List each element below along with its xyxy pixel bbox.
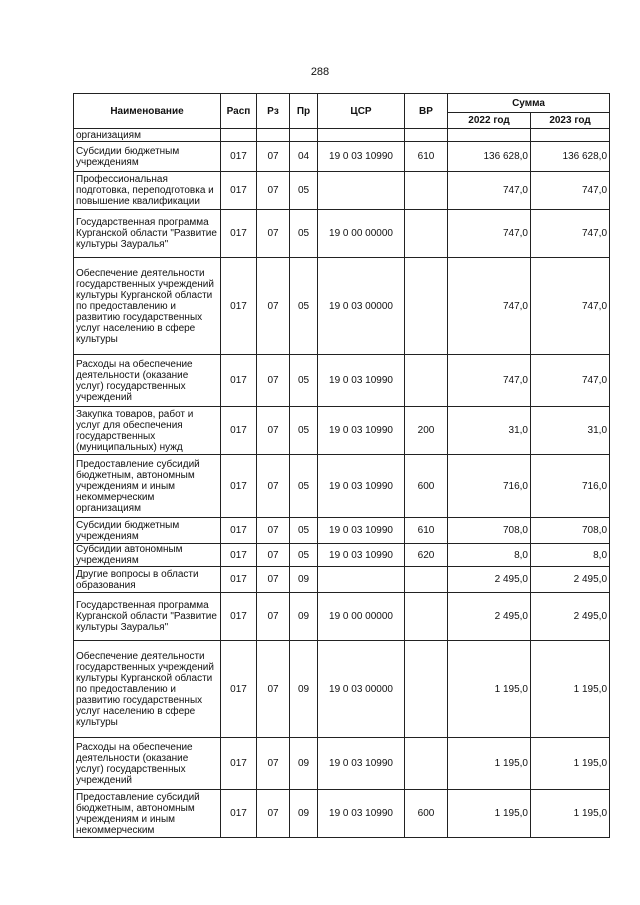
table-body xyxy=(74,129,610,838)
cell-rz: 07 xyxy=(257,142,290,172)
cell-vr: 600 xyxy=(405,455,448,518)
cell-pr: 05 xyxy=(290,172,318,210)
cell-2022: 747,0 xyxy=(448,355,531,407)
cell-rz: 07 xyxy=(257,355,290,407)
cell-vr: 200 xyxy=(405,407,448,455)
table-row xyxy=(74,210,610,258)
cell-csr: 19 0 03 10990 xyxy=(318,355,405,407)
cell-2023: 747,0 xyxy=(531,210,610,258)
cell-2023: 747,0 xyxy=(531,172,610,210)
cell-pr: 09 xyxy=(290,567,318,593)
cell-name: Государственная программа Курганской области "Развитие культуры Зауралья" xyxy=(74,593,221,641)
table-row xyxy=(74,544,610,567)
cell-pr: 05 xyxy=(290,544,318,567)
cell-csr: 19 0 00 00000 xyxy=(318,210,405,258)
cell-pr: 09 xyxy=(290,641,318,738)
header-year-2023: 2023 год xyxy=(531,113,610,129)
cell-pr: 05 xyxy=(290,518,318,544)
cell-vr xyxy=(405,355,448,407)
cell-vr xyxy=(405,210,448,258)
cell-vr xyxy=(405,129,448,142)
cell-2023: 2 495,0 xyxy=(531,567,610,593)
cell-vr: 610 xyxy=(405,142,448,172)
cell-rz: 07 xyxy=(257,518,290,544)
page-number: 288 xyxy=(310,66,330,78)
budget-table xyxy=(73,93,610,838)
table-row xyxy=(74,790,610,838)
cell-pr: 09 xyxy=(290,738,318,790)
cell-2022 xyxy=(448,129,531,142)
cell-csr: 19 0 03 10990 xyxy=(318,738,405,790)
cell-rasp: 017 xyxy=(221,455,257,518)
cell-rasp: 017 xyxy=(221,210,257,258)
cell-2023: 747,0 xyxy=(531,258,610,355)
cell-2022: 747,0 xyxy=(448,258,531,355)
cell-2023: 2 495,0 xyxy=(531,593,610,641)
cell-name: Субсидии автономным учреждениям xyxy=(74,544,221,567)
cell-2022: 1 195,0 xyxy=(448,738,531,790)
cell-2022: 8,0 xyxy=(448,544,531,567)
cell-2023 xyxy=(531,129,610,142)
header-sum: Сумма xyxy=(448,94,610,113)
cell-rasp xyxy=(221,129,257,142)
cell-2023: 716,0 xyxy=(531,455,610,518)
cell-rz: 07 xyxy=(257,455,290,518)
cell-name: Расходы на обеспечение деятельности (оказание услуг) государственных учреждений xyxy=(74,738,221,790)
cell-2022: 1 195,0 xyxy=(448,641,531,738)
cell-pr xyxy=(290,129,318,142)
cell-csr: 19 0 03 00000 xyxy=(318,258,405,355)
cell-vr xyxy=(405,738,448,790)
cell-csr: 19 0 03 10990 xyxy=(318,790,405,838)
cell-rz: 07 xyxy=(257,593,290,641)
cell-name: организациям xyxy=(74,129,221,142)
cell-rz: 07 xyxy=(257,544,290,567)
cell-rz: 07 xyxy=(257,738,290,790)
cell-pr: 09 xyxy=(290,790,318,838)
cell-2023: 136 628,0 xyxy=(531,142,610,172)
cell-vr xyxy=(405,593,448,641)
cell-vr xyxy=(405,641,448,738)
table-row xyxy=(74,567,610,593)
cell-vr: 600 xyxy=(405,790,448,838)
cell-csr: 19 0 00 00000 xyxy=(318,593,405,641)
cell-name: Предоставление субсидий бюджетным, автономным учреждениям и иным некоммерческим xyxy=(74,790,221,838)
cell-name: Другие вопросы в области образования xyxy=(74,567,221,593)
table-row xyxy=(74,129,610,142)
cell-csr xyxy=(318,129,405,142)
cell-name: Закупка товаров, работ и услуг для обеспечения государственных (муниципальных) нужд xyxy=(74,407,221,455)
cell-csr: 19 0 03 10990 xyxy=(318,142,405,172)
cell-csr: 19 0 03 10990 xyxy=(318,518,405,544)
cell-csr: 19 0 03 10990 xyxy=(318,544,405,567)
cell-vr: 620 xyxy=(405,544,448,567)
cell-2023: 1 195,0 xyxy=(531,641,610,738)
cell-csr: 19 0 03 10990 xyxy=(318,455,405,518)
cell-rasp: 017 xyxy=(221,258,257,355)
cell-pr: 05 xyxy=(290,355,318,407)
cell-rasp: 017 xyxy=(221,407,257,455)
cell-rz xyxy=(257,129,290,142)
cell-name: Обеспечение деятельности государственных учреждений культуры Курганской области по предоставлению и развитию государственных услуг населению в сфере культуры xyxy=(74,258,221,355)
cell-rasp: 017 xyxy=(221,738,257,790)
cell-rz: 07 xyxy=(257,407,290,455)
table-row xyxy=(74,518,610,544)
table-row xyxy=(74,407,610,455)
cell-rasp: 017 xyxy=(221,567,257,593)
cell-pr: 05 xyxy=(290,210,318,258)
header-year-2022: 2022 год xyxy=(448,113,531,129)
cell-rz: 07 xyxy=(257,258,290,355)
header-pr: Пр xyxy=(290,94,318,129)
cell-name: Государственная программа Курганской области "Развитие культуры Зауралья" xyxy=(74,210,221,258)
cell-rasp: 017 xyxy=(221,544,257,567)
cell-rz: 07 xyxy=(257,790,290,838)
cell-2023: 708,0 xyxy=(531,518,610,544)
cell-name: Обеспечение деятельности государственных учреждений культуры Курганской области по предоставлению и развитию государственных услуг населению в сфере культуры xyxy=(74,641,221,738)
cell-2022: 31,0 xyxy=(448,407,531,455)
table-row xyxy=(74,455,610,518)
cell-2022: 2 495,0 xyxy=(448,593,531,641)
cell-2022: 716,0 xyxy=(448,455,531,518)
table-row xyxy=(74,593,610,641)
cell-rasp: 017 xyxy=(221,593,257,641)
table-row xyxy=(74,172,610,210)
cell-2022: 747,0 xyxy=(448,172,531,210)
header-rz: Рз xyxy=(257,94,290,129)
cell-vr: 610 xyxy=(405,518,448,544)
cell-name: Расходы на обеспечение деятельности (оказание услуг) государственных учреждений xyxy=(74,355,221,407)
cell-2023: 31,0 xyxy=(531,407,610,455)
cell-2023: 1 195,0 xyxy=(531,738,610,790)
cell-pr: 05 xyxy=(290,455,318,518)
cell-rasp: 017 xyxy=(221,518,257,544)
cell-rasp: 017 xyxy=(221,641,257,738)
table-row xyxy=(74,258,610,355)
cell-vr xyxy=(405,172,448,210)
cell-2022: 136 628,0 xyxy=(448,142,531,172)
cell-rasp: 017 xyxy=(221,355,257,407)
cell-2023: 1 195,0 xyxy=(531,790,610,838)
cell-2022: 708,0 xyxy=(448,518,531,544)
cell-csr: 19 0 03 10990 xyxy=(318,407,405,455)
cell-name: Предоставление субсидий бюджетным, автономным учреждениям и иным некоммерческим организациям xyxy=(74,455,221,518)
cell-pr: 04 xyxy=(290,142,318,172)
cell-name: Субсидии бюджетным учреждениям xyxy=(74,142,221,172)
cell-name: Профессиональная подготовка, переподготовка и повышение квалификации xyxy=(74,172,221,210)
cell-pr: 09 xyxy=(290,593,318,641)
cell-rasp: 017 xyxy=(221,172,257,210)
cell-rasp: 017 xyxy=(221,790,257,838)
table-row xyxy=(74,355,610,407)
cell-2023: 747,0 xyxy=(531,355,610,407)
cell-rz: 07 xyxy=(257,567,290,593)
cell-vr xyxy=(405,258,448,355)
header-name: Наименование xyxy=(74,94,221,129)
cell-rz: 07 xyxy=(257,641,290,738)
cell-name: Субсидии бюджетным учреждениям xyxy=(74,518,221,544)
header-rasp: Расп xyxy=(221,94,257,129)
header-csr: ЦСР xyxy=(318,94,405,129)
cell-2022: 747,0 xyxy=(448,210,531,258)
table-row xyxy=(74,738,610,790)
cell-csr xyxy=(318,172,405,210)
cell-rz: 07 xyxy=(257,210,290,258)
table-row xyxy=(74,142,610,172)
header-vr: ВР xyxy=(405,94,448,129)
cell-csr: 19 0 03 00000 xyxy=(318,641,405,738)
cell-pr: 05 xyxy=(290,258,318,355)
cell-2022: 2 495,0 xyxy=(448,567,531,593)
cell-rasp: 017 xyxy=(221,142,257,172)
table-row xyxy=(74,641,610,738)
cell-2022: 1 195,0 xyxy=(448,790,531,838)
cell-vr xyxy=(405,567,448,593)
cell-2023: 8,0 xyxy=(531,544,610,567)
cell-csr xyxy=(318,567,405,593)
cell-rz: 07 xyxy=(257,172,290,210)
cell-pr: 05 xyxy=(290,407,318,455)
